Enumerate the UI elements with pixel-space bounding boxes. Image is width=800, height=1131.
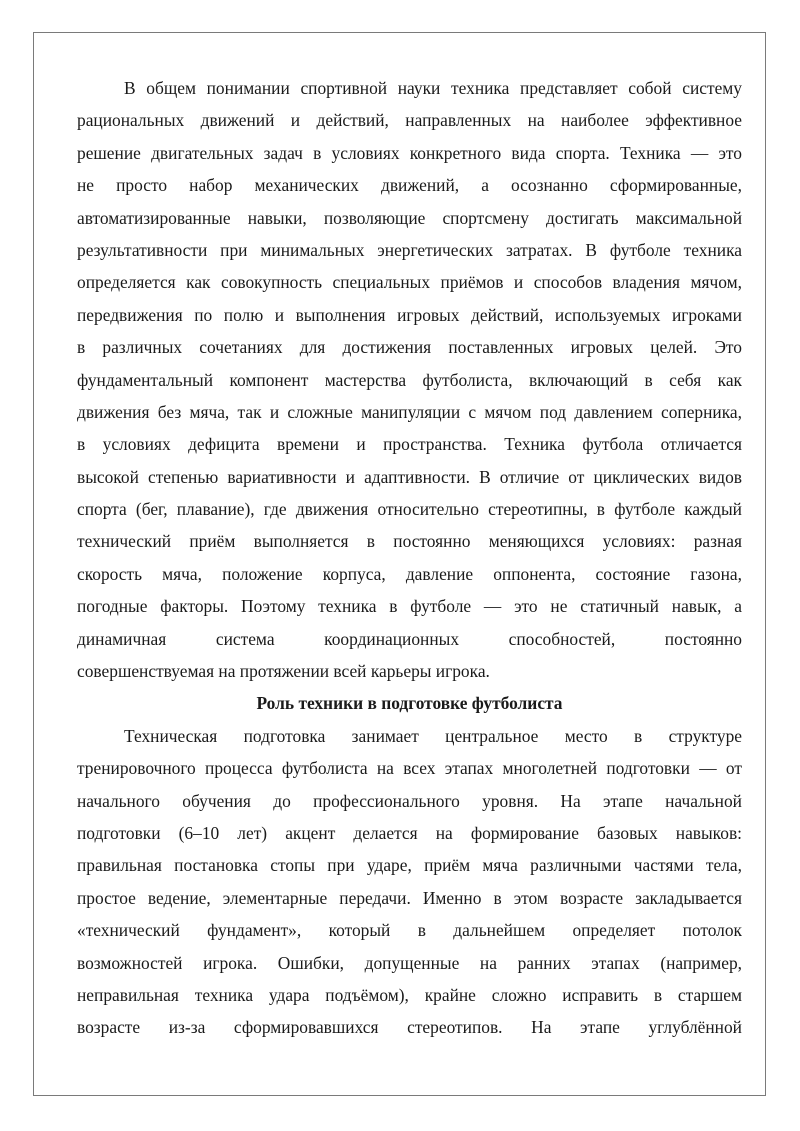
paragraph-1: [77, 72, 742, 687]
text-line: правильная постановка стопы при ударе, приём мяча различными частями тела,: [77, 855, 742, 876]
text-line: технический приём выполняется в постоянно меняющихся условиях: разная: [77, 531, 742, 552]
text-line: начального обучения до профессионального уровня. На этапе начальной: [77, 790, 742, 811]
text-line: в различных сочетаниях для достижения поставленных игровых целей. Это: [77, 337, 742, 358]
paragraph-2: [77, 720, 742, 1044]
text-line: фундаментальный компонент мастерства футболиста, включающий в себя как: [77, 369, 742, 390]
document-body: [77, 72, 742, 1044]
text-line: скорость мяча, положение корпуса, давление оппонента, состояние газона,: [77, 563, 742, 584]
text-line: движения без мяча, так и сложные манипуляции с мячом под давлением соперника,: [77, 401, 742, 422]
text-line: совершенствуемая на протяжении всей карьеры игрока.: [77, 661, 490, 682]
text-line: простое ведение, элементарные передачи. Именно в этом возрасте закладывается: [77, 887, 742, 908]
text-line: автоматизированные навыки, позволяющие спортсмену достигать максимальной: [77, 207, 742, 228]
section-heading: Роль техники в подготовке футболиста: [256, 693, 563, 714]
text-line: результативности при минимальных энергетических затратах. В футболе техника: [77, 239, 742, 260]
text-line: спорта (бег, плавание), где движения относительно стереотипны, в футболе каждый: [77, 499, 742, 520]
text-line: не просто набор механических движений, а осознанно сформированные,: [77, 175, 742, 196]
text-line: рациональных движений и действий, направленных на наиболее эффективное: [77, 110, 742, 131]
text-line: подготовки (6–10 лет) акцент делается на формирование базовых навыков:: [77, 822, 742, 843]
text-line: «технический фундамент», который в дальнейшем определяет потолок: [77, 920, 742, 941]
text-line: погодные факторы. Поэтому техника в футболе — это не статичный навык, а: [77, 596, 742, 617]
text-line: динамичная система координационных способностей, постоянно: [77, 628, 742, 649]
text-line: определяется как совокупность специальных приёмов и способов владения мячом,: [77, 272, 742, 293]
text-line: в условиях дефицита времени и пространства. Техника футбола отличается: [77, 434, 742, 455]
text-line: Техническая подготовка занимает центральное место в структуре: [124, 725, 742, 746]
text-line: решение двигательных задач в условиях конкретного вида спорта. Техника — это: [77, 142, 742, 163]
text-line: тренировочного процесса футболиста на всех этапах многолетней подготовки — от: [77, 758, 742, 779]
text-line: высокой степенью вариативности и адаптивности. В отличие от циклических видов: [77, 466, 742, 487]
text-line: возможностей игрока. Ошибки, допущенные на ранних этапах (например,: [77, 952, 742, 973]
text-line: возрасте из-за сформировавшихся стереотипов. На этапе углублённой: [77, 1017, 742, 1038]
text-line: неправильная техника удара подъёмом), крайне сложно исправить в старшем: [77, 984, 742, 1005]
text-line: В общем понимании спортивной науки техника представляет собой систему: [124, 78, 742, 98]
text-line: передвижения по полю и выполнения игровых действий, используемых игроками: [77, 304, 742, 325]
